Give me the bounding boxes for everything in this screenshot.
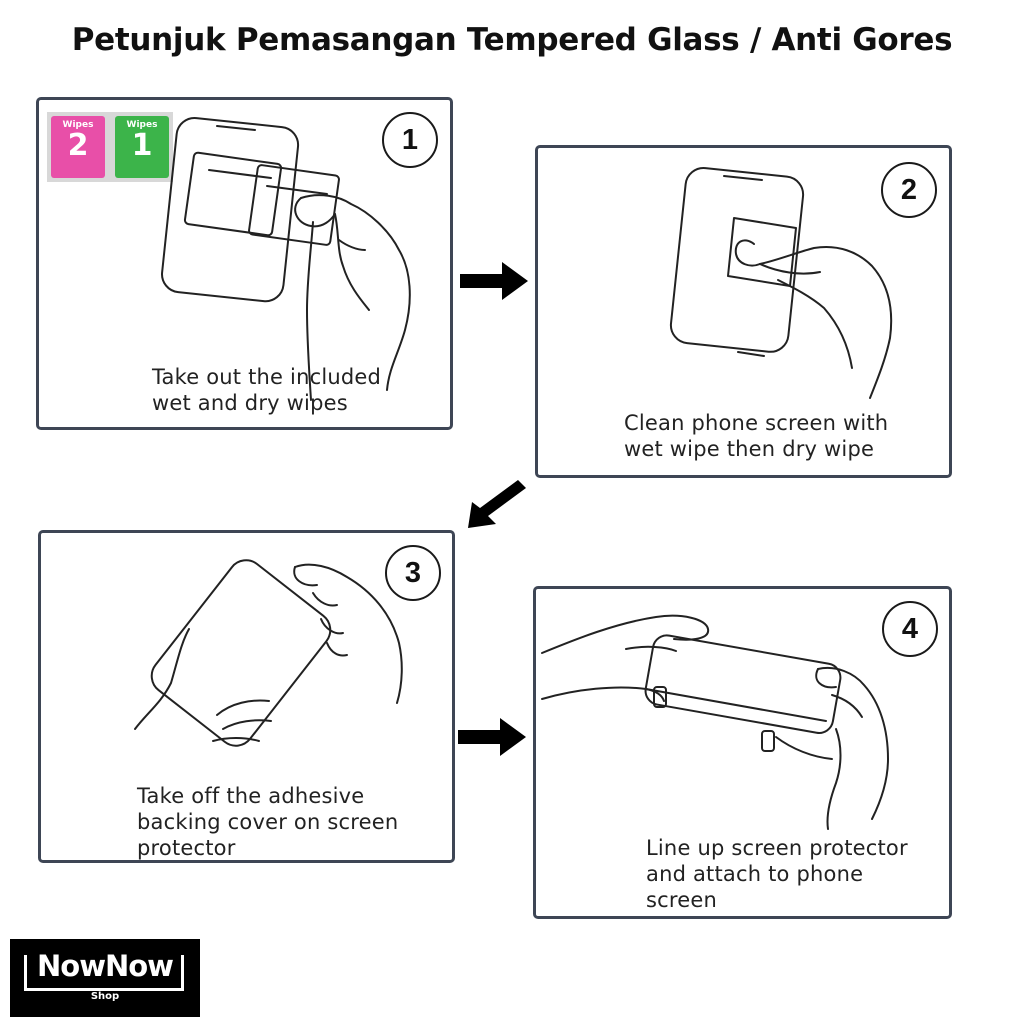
step-1-caption-line-1: Take out the included (152, 365, 382, 389)
logo-name: NowNow (37, 949, 173, 983)
step-1-caption-line-2: wet and dry wipes (152, 391, 348, 415)
nownow-shop-logo (10, 939, 200, 1017)
step-1-panel (36, 97, 453, 430)
step-3-caption-line-3: protector (137, 836, 236, 860)
wet-wipe-number: 2 (67, 128, 89, 163)
step-4-badge: 4 (882, 601, 938, 657)
step-3-caption (137, 783, 398, 861)
arrow-down-left-icon (466, 476, 528, 532)
wet-wipe-label: Wipes (62, 120, 94, 130)
step-3-badge: 3 (385, 545, 441, 601)
step-2-caption-line-2: wet wipe then dry wipe (624, 437, 875, 461)
dry-wipe-label: Wipes (126, 120, 158, 130)
step-4-caption-line-2: and attach to phone (646, 862, 864, 886)
arrow-right-icon (458, 718, 528, 758)
page-title: Petunjuk Pemasangan Tempered Glass / Anti Gores (71, 22, 953, 58)
step-2-badge: 2 (881, 162, 937, 218)
dry-wipe-number: 1 (131, 128, 153, 163)
arrow-right-icon (460, 262, 530, 302)
step-2-panel (535, 145, 952, 478)
step-4-caption (646, 835, 908, 913)
step-1-badge: 1 (382, 112, 438, 168)
step-4-caption-line-3: screen (646, 888, 718, 912)
step-2-caption (624, 410, 888, 462)
step-3-caption-line-1: Take off the adhesive (137, 784, 365, 808)
logo-sub: Shop (90, 991, 120, 1002)
step-1-caption (152, 364, 381, 416)
step-4-panel (533, 586, 952, 919)
step-4-caption-line-1: Line up screen protector (646, 836, 908, 860)
step-3-panel (38, 530, 455, 863)
step-2-caption-line-1: Clean phone screen with (624, 411, 889, 435)
step-3-caption-line-2: backing cover on screen (137, 810, 399, 834)
